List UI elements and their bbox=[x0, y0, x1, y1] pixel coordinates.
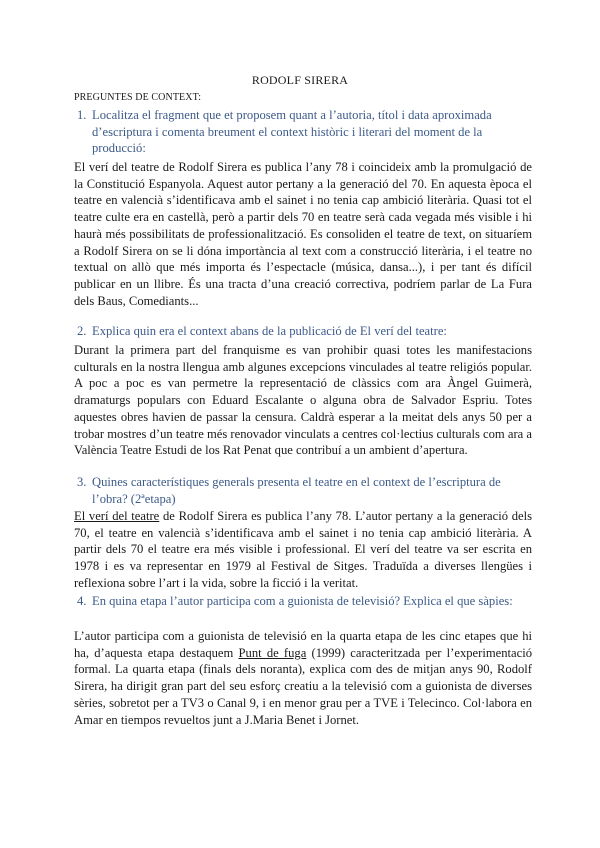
section-subheading: PREGUNTES DE CONTEXT: bbox=[74, 92, 202, 103]
work-title: Punt de fuga bbox=[238, 645, 307, 660]
question-text: Localitza el fragment que et proposem quant a l’autoria, títol i data aproximada d’escriptura i comenta breument el context històric i literari del moment de la producció: bbox=[92, 108, 492, 156]
answer-4-text-start: L’autor participa com a guionista de televisió en la quarta etapa de les cinc etapes que hi ha, d’aquesta etapa destaquem bbox=[74, 629, 532, 660]
question-text: En quina etapa l’autor participa com a guionista de televisió? Explica el que sàpies: bbox=[92, 594, 513, 608]
question-number: 2. bbox=[77, 324, 87, 338]
answer-3-text: de Rodolf Sirera es publica l’any 78. L’autor pertany a la generació dels 70, el teatre en valencià s’identificava amb el sainet i no tenia cap ambició literària. A partir dels 70 el teatre era més visible i professional. El verí del teatre va ser escrita en 1978 i es va representar en 1979 al Festival de Sitges. Traduïda a diverses llengües i reflexiona sobre l’art i la vida, sobre la ficció i la veritat. bbox=[74, 509, 532, 590]
question-text: Explica quin era el context abans de la publicació de El verí del teatre: bbox=[92, 324, 447, 338]
question-4 bbox=[77, 593, 532, 610]
answer-4 bbox=[74, 628, 532, 728]
answer-3 bbox=[74, 508, 532, 592]
answer-2: Durant la primera part del franquisme es van prohibir quasi totes les manifestacions culturals en la nostra llengua amb algunes excepcions vinculades al teatre religiós popular. A poc a poc es van permetre la representació de clàssics com ara Àngel Guimerà, dramaturgs populars con Eduard Escalante o alguna obra de Salvador Espriu. Totes aquestes obres havien de passar la censura. Caldrà esperar a la meitat dels anys 50 per a trobar mostres d’un teatre més renovador vinculats a centres col·lectius culturals com ara a València Teatre Estudi de los Rat Penat que contribuí a un ambient d’apertura. bbox=[74, 343, 532, 458]
question-3 bbox=[77, 474, 532, 507]
question-1 bbox=[77, 107, 532, 157]
question-number: 3. bbox=[77, 475, 87, 489]
document-title: RODOLF SIRERA bbox=[251, 73, 349, 87]
answer-4-text-rest: (1999) caracteritzada per l’experimentació formal. La quarta etapa (finals dels noranta), explica com des de mitjan anys 90, Rodolf Sirera, ha dirigit gran part del seu esforç creatiu a la televisió com a guionista de diverses sèries, sobretot per a TV3 o Canal 9, i en menor grau per a TVE i Telecinco. Col·labora en Amar en tiempos revueltos junt a J.Maria Benet i Jornet. bbox=[74, 645, 532, 727]
question-2 bbox=[77, 323, 532, 340]
question-number: 1. bbox=[77, 108, 87, 122]
answer-1: El verí del teatre de Rodolf Sirera es publica l’any 78 i coincideix amb la promulgació de la Constitució Espanyola. Aquest autor pertany a la generació del 70. En aquesta època el teatre en valencià s’identificava amb el sainet i no tenia cap ambició literària. Quasi tot el teatre culte era en castellà, però a partir dels 70 en teatre serà cada vegada més visible i hi haurà més possibilitats de professionalització. Es consoliden el teatre de text, on situaríem a Rodolf Sirera on se li dóna importància al text com a construcció literària, i el teatre no textual on allò que més importa és l’espectacle (música, dansa...), i per tant és difícil publicar en un llibre. És una tracta d’una creació correctiva, podríem parlar de La Fura dels Baus, Comediants... bbox=[74, 160, 532, 308]
question-number: 4. bbox=[77, 594, 87, 608]
work-title: El verí del teatre bbox=[74, 509, 160, 523]
question-text: Quines característiques generals presenta el teatre en el context de l’escriptura de l’obra? (2ªetapa) bbox=[92, 475, 501, 506]
